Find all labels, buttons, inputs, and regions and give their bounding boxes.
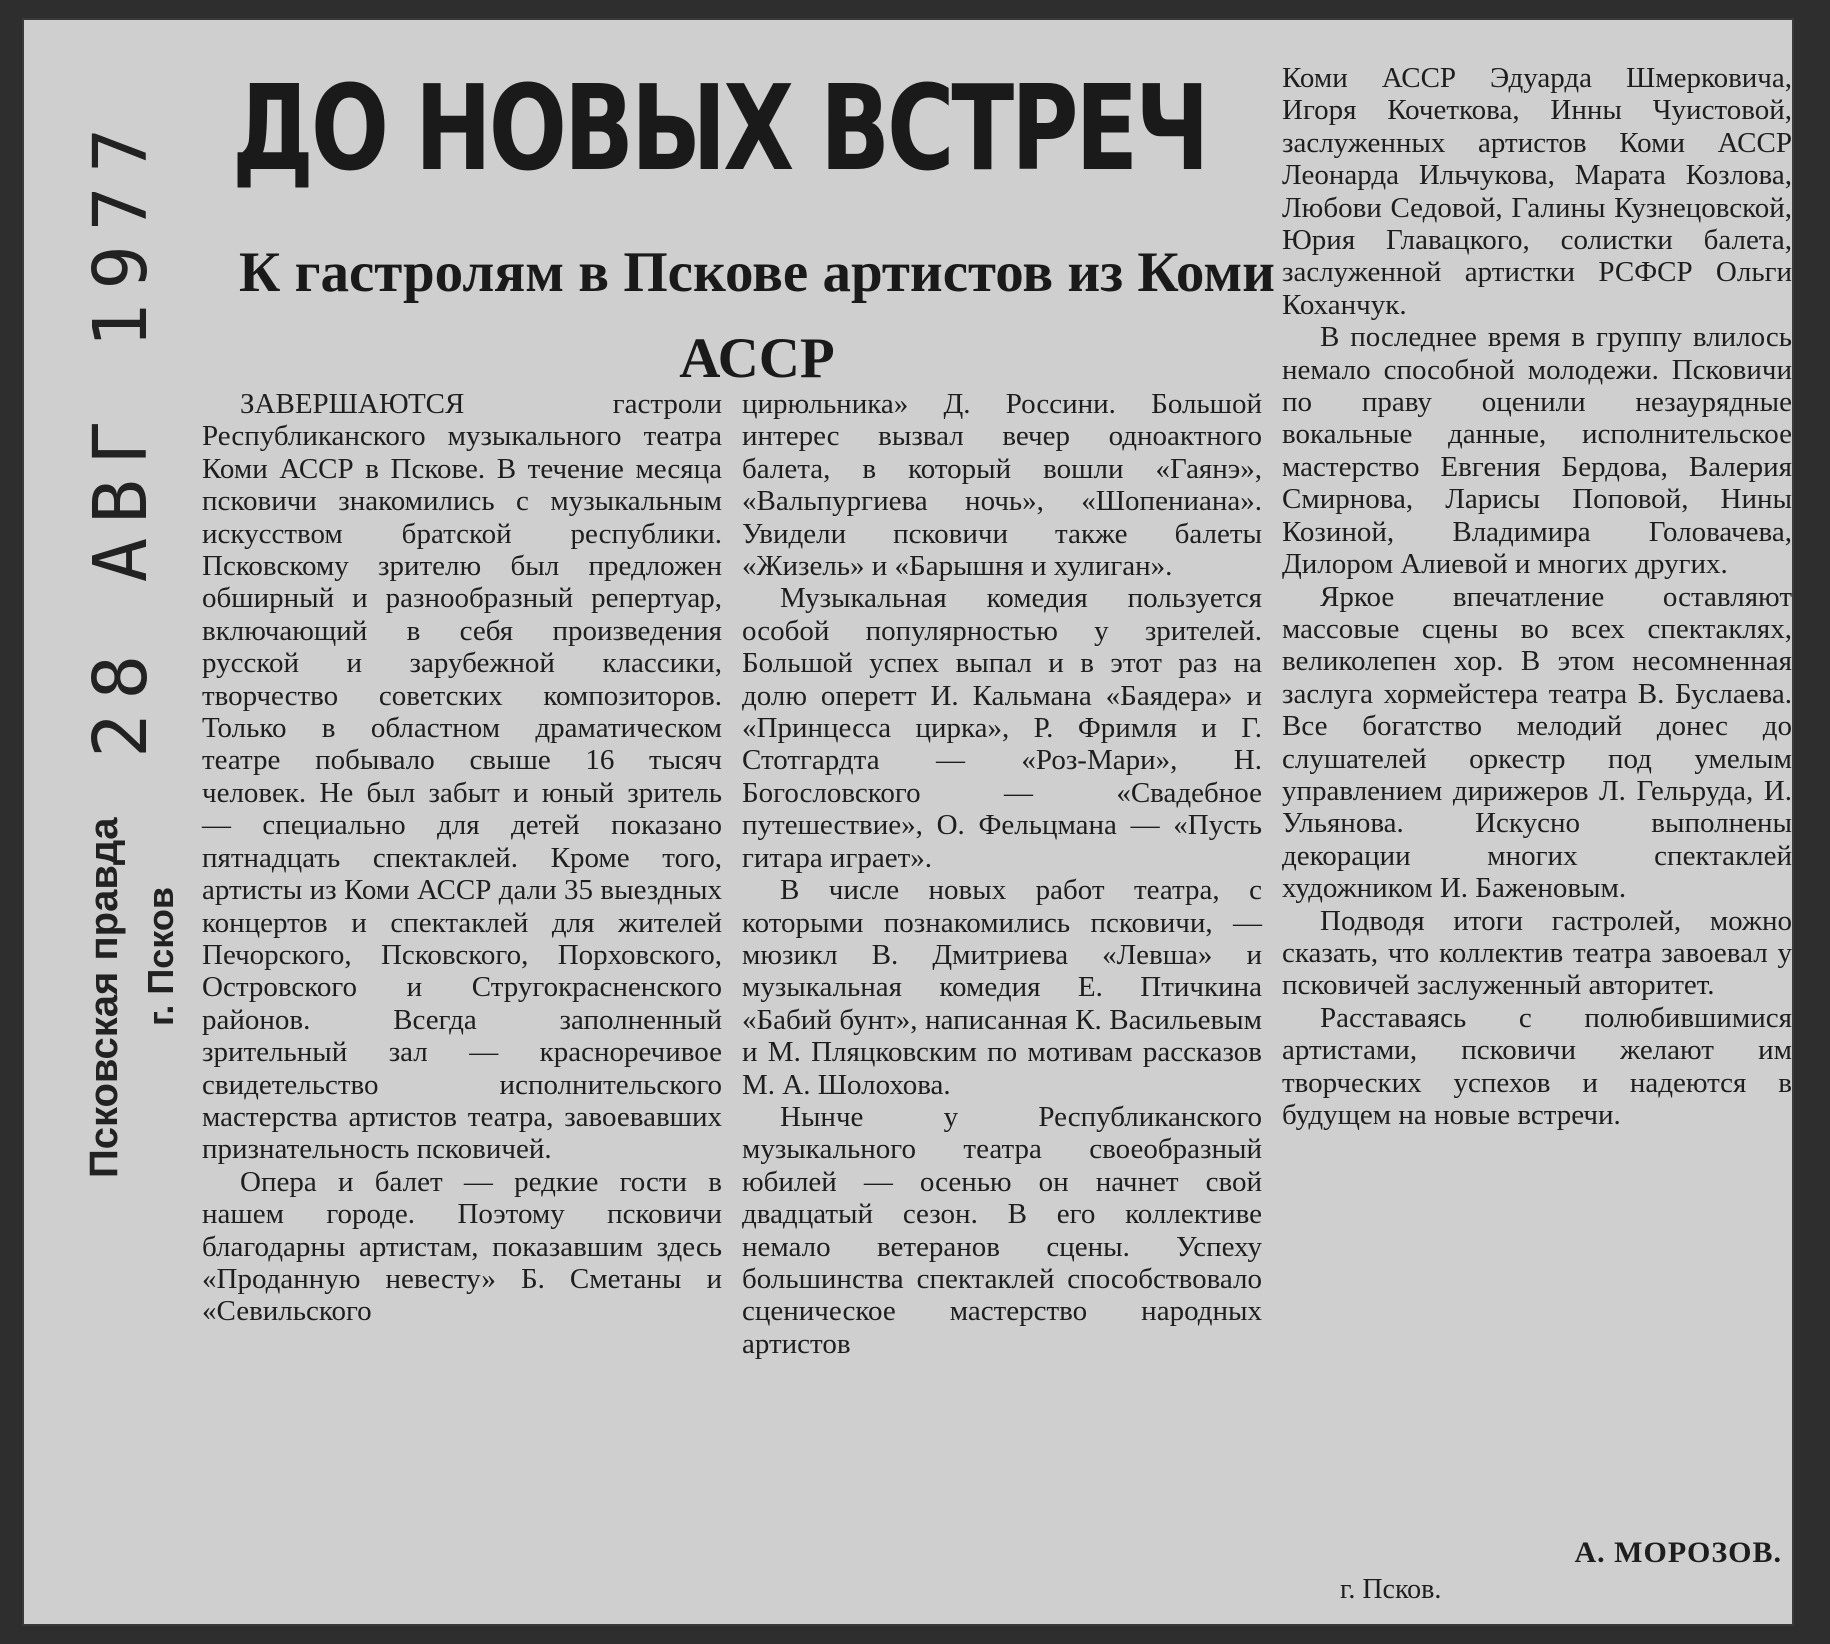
- article-column-1: [202, 388, 722, 1328]
- paragraph: В последнее время в группу влилось немало способной молодежи. Псковичи по праву оценили незаурядные вокальные данные, исполнительское мастерство Евгения Бердова, Валерия Смирнова, Ларисы Поповой, Нины Козиной, Владимира Головачева, Дилором Алиевой и многих других.: [1282, 321, 1792, 581]
- article-subheadline: К гастролям в Пскове артистов из Коми АССР: [239, 241, 1275, 390]
- paragraph: Подводя итоги гастролей, можно сказать, что коллектив театра завоевал у псковичей заслуженный авторитет.: [1282, 904, 1792, 1002]
- newspaper-clipping: [22, 18, 1794, 1626]
- article-column-2: [742, 388, 1262, 1360]
- newspaper-city: г. Псков: [140, 887, 181, 1026]
- paragraph: В числе новых работ театра, с которыми познакомились псковичи, — мюзикл В. Дмитриева «Левша» и музыкальная комедия Е. Птичкина «Бабий бунт», написанная К. Васильевым и М. Пляцковским по мотивам рассказов М. А. Шолохова.: [742, 874, 1262, 1101]
- paragraph: цирюльника» Д. Россини. Большой интерес вызвал вечер одноактного балета, в который вошли «Гаянэ», «Вальпургиева ночь», «Шопениана». Увидели псковичи также балеты «Жизель» и «Барышня и хулиган».: [742, 388, 1262, 583]
- article-headline: ДО НОВЫХ ВСТРЕЧ: [232, 59, 1207, 197]
- paragraph: ЗАВЕРШАЮТСЯ гастроли Республиканского музыкального театра Коми АССР в Пскове. В течение месяца псковичи знакомились с музыкальным искусством братской республики. Псковскому зрителю был предложен обширный и разнообразный репертуар, включающий в себя произведения русской и зарубежной классики, творчество советских композиторов. Только в областном драматическом театре побывало свыше 16 тысяч человек. Не был забыт и юный зритель — специально для детей показано пятнадцать спектаклей. Кроме того, артисты из Коми АССР дали 35 выездных концертов и спектаклей для жителей Печорского, Псковского, Порховского, Островского и Стругокрасненского районов. Всегда заполненный зрительный зал — красноречивое свидетельство исполнительского мастерства артистов театра, завоевавших признательность псковичей.: [202, 388, 722, 1166]
- date-stamp: 28 АВГ 1977: [78, 113, 164, 758]
- newspaper-name: Псковская правда: [82, 817, 126, 1178]
- paragraph: Яркое впечатление оставляют массовые сцены во всех спектаклях, великолепен хор. В этом несомненная заслуга хормейстера театра В. Буслаева. Все богатство мелодий донес до слушателей оркестр под умелым управлением дирижеров Л. Гельруда, И. Ульянова. Искусно выполнены декорации многих спектаклей художником И. Баженовым.: [1282, 580, 1792, 905]
- paragraph: Коми АССР Эдуарда Шмерковича, Игоря Кочеткова, Инны Чуистовой, заслуженных артистов Коми АССР Леонарда Ильчукова, Марата Козлова, Любови Седовой, Галины Кузнецовской, Юрия Главацкого, солистки балета, заслуженной артистки РСФСР Ольги Коханчук.: [1282, 62, 1792, 321]
- paragraph: Музыкальная комедия пользуется особой популярностью у зрителей. Большой успех выпал и в этот раз на долю оперетт И. Кальмана «Баядера» и «Принцесса цирка», Р. Фримля и Г. Стотгардта — «Роз-Мари», Н. Богословского — «Свадебное путешествие», О. Фельцмана — «Пусть гитара играет».: [742, 582, 1262, 874]
- archive-stamp: [22, 18, 202, 1626]
- paragraph: Нынче у Республиканского музыкального театра своеобразный юбилей — осенью он начнет свой двадцатый сезон. В его коллективе немало ветеранов сцены. Успеху большинства спектаклей способствовало сценическое мастерство народных артистов: [742, 1100, 1262, 1360]
- dateline: г. Псков.: [1340, 1574, 1442, 1605]
- author-signature: А. МОРОЗОВ.: [1574, 1536, 1782, 1569]
- paragraph: Опера и балет — редкие гости в нашем городе. Поэтому псковичи благодарны артистам, показавшим здесь «Проданную невесту» Б. Сметаны и «Севильского: [202, 1165, 722, 1328]
- paragraph: Расставаясь с полюбившимися артистами, псковичи желают им творческих успехов и надеются в будущем на новые встречи.: [1282, 1001, 1792, 1131]
- article-column-3: [1282, 62, 1792, 1131]
